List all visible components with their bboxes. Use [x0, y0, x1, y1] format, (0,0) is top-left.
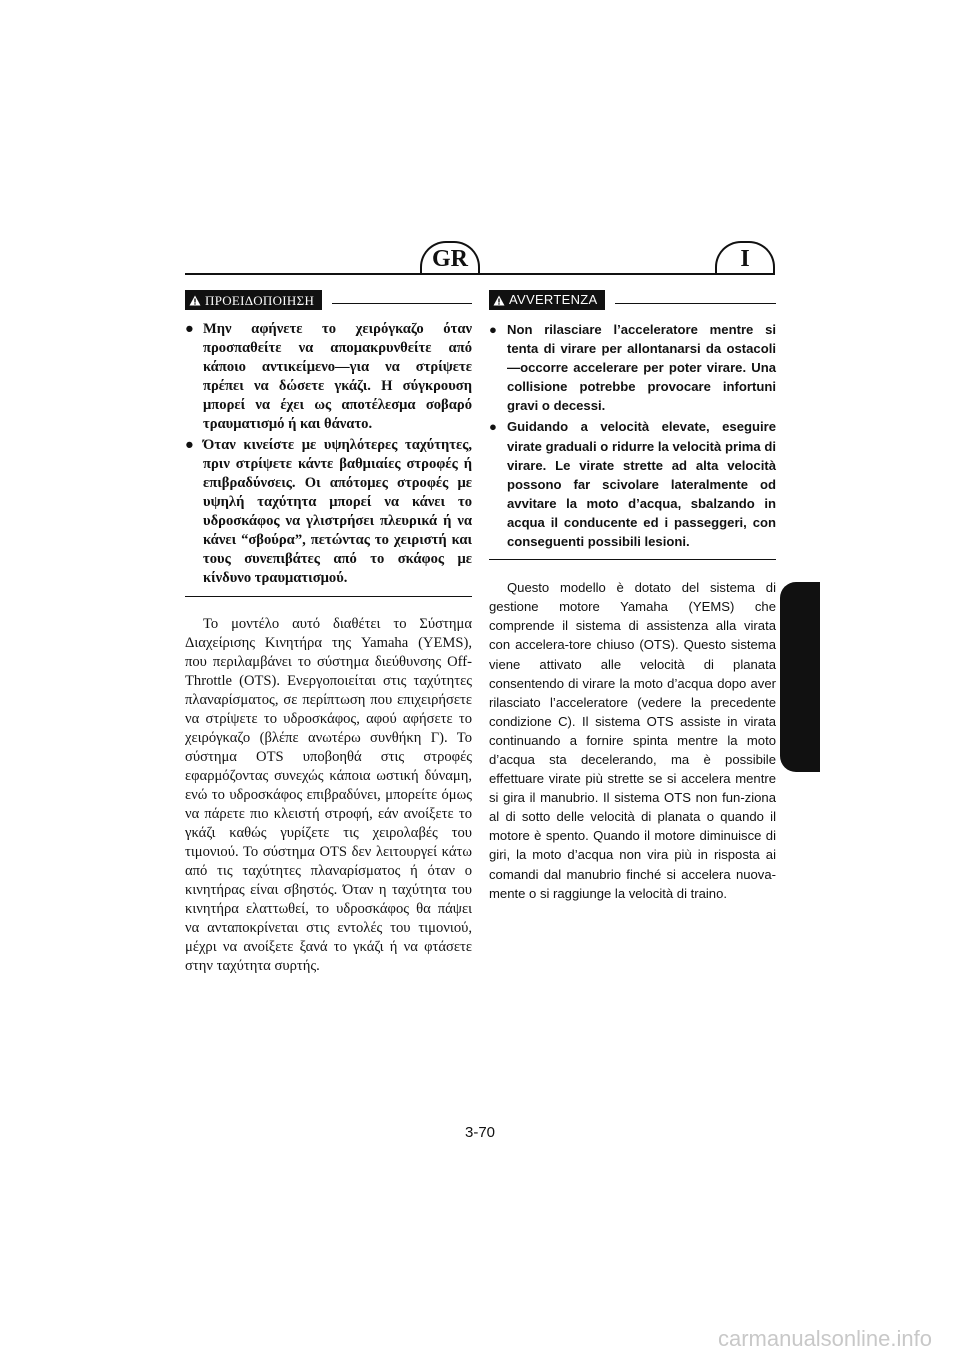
- language-badge-gr: GR: [420, 241, 480, 275]
- body-paragraph: Questo modello è dotato del sistema di gestione motore Yamaha (YEMS) che comprende il sistema di assistenza alla virata con accelera-tore chiuso (OTS). Questo sistema viene attivato alle velocità di planata consentendo di virare la moto d’acqua dopo aver rilasciato l’acceleratore (vedere la precedente condizione C). Il sistema OTS assiste in virata continuando a fornire spinta mentre la moto d’acqua sta decelerando, ma è possibile effettuare virate più strette se si accelera mentre si gira il manubrio. Il sistema OTS non fun-ziona al di sotto delle velocità di planata o quando il motore è spento. Quando il motore diminuisce di giri, la moto d’acqua non vira più in risposta ai comandi dal manubrio finché si accelera nuova-mente o si raggiunge la velocità di traino.: [489, 580, 776, 901]
- warning-label: ΠΡΟΕΙΔΟΠΟΙΗΣΗ: [205, 292, 315, 308]
- language-badge-it: I: [715, 241, 775, 275]
- section-tab: [780, 582, 820, 772]
- italian-column: [489, 290, 776, 903]
- warning-label: AVVERTENZA: [509, 292, 598, 308]
- bullet-icon: ●: [185, 437, 194, 453]
- warning-item: ● Μην αφήνετε το χειρόγκαζο όταν προσπαθείτε να απομακρυνθείτε από κάποιο αντικείμενο—για να στρίψετε πρέπει να δώσετε γκάζι. Η σύγκρουση μπορεί να έχει ως αποτέλεσμα σοβαρό τραυματισμό ή και θάνατο.: [185, 321, 472, 432]
- warning-item: ● Non rilasciare l’acceleratore mentre si tenta di virare per allontanarsi da ostacoli—occorre accelerare per poter virare. Una collisione potrebbe provocare infortuni gravi o decessi.: [489, 322, 776, 414]
- warning-badge: [185, 290, 322, 310]
- bullet-icon: ●: [185, 321, 194, 337]
- page-number: 3-70: [464, 1124, 496, 1141]
- warning-triangle-icon: [189, 295, 201, 306]
- bullet-icon: ●: [489, 419, 497, 435]
- warning-list: [489, 320, 776, 560]
- header-divider: [185, 273, 775, 275]
- warning-header: [489, 290, 776, 310]
- warning-list: [185, 320, 472, 597]
- warning-header: [185, 290, 472, 310]
- greek-column: [185, 290, 472, 976]
- bullet-icon: ●: [489, 322, 497, 337]
- warning-rule: [332, 303, 472, 304]
- warning-triangle-icon: [493, 295, 505, 306]
- watermark: carmanualsonline.info: [717, 1326, 932, 1351]
- warning-item: ● Όταν κινείστε με υψηλότερες ταχύτητες, πριν στρίψετε κάντε βαθμιαίες στροφές ή επιβραδύνσεις. Οι απότομες στροφές με υψηλή ταχύτητα μπορεί να κάνει το υδροσκάφος να γλιστρήσει πλευρικά ή να κάνει “σβούρα”, πετώντας το χειριστή και τους συνεπιβάτες από το σκάφος με κίνδυνο τραυματισμού.: [185, 437, 472, 586]
- warning-badge: [489, 290, 605, 310]
- body-paragraph: Το μοντέλο αυτό διαθέτει το Σύστημα Διαχείρισης Κινητήρα της Yamaha (YEMS), που περιλαμβάνει το σύστημα διεύθυνσης Off-Throttle (OTS). Ενεργοποιείται στις ταχύτητες πλαναρίσματος, σε περίπτωση που επιχειρήσετε να στρίψετε το υδροσκάφος, αφού αφήσετε το χειρόγκαζο (βλέπε ανωτέρω συνθήκη Γ). Το σύστημα OTS υποβοηθά στις στροφές εφαρμόζοντας συνεχώς κάποια ωστική δύναμη, ενώ το υδροσκάφος επιβραδύνει, μπορείτε όμως να πάρετε πιο κλειστή στροφή, εάν ανοίξετε το γκάζι καθώς γυρίζετε τις χειρολαβές του τιμονιού. Το σύστημα OTS δεν λειτουργεί κάτω από τις ταχύτητες πλαναρίσματος ή όταν ο κινητήρας είναι σβηστός. Όταν η ταχύτητα του κινητήρα ελαττωθεί, το υδροσκάφος θα πάψει να ανταποκρίνεται στις εντολές του τιμονιού, μέχρι να ανοίξετε ξανά το γκάζι ή να φτάσετε στην ταχύτητα συρτής.: [185, 616, 472, 974]
- warning-item: ● Guidando a velocità elevate, eseguire virate graduali o ridurre la velocità prima di virare. Le virate strette ad alta velocità possono far scivolare lateralmente od avvitare la moto d’acqua, sbalzando in acqua il conducente ed i passeggeri, con conseguenti possibili lesioni.: [489, 419, 776, 550]
- warning-rule: [615, 303, 776, 304]
